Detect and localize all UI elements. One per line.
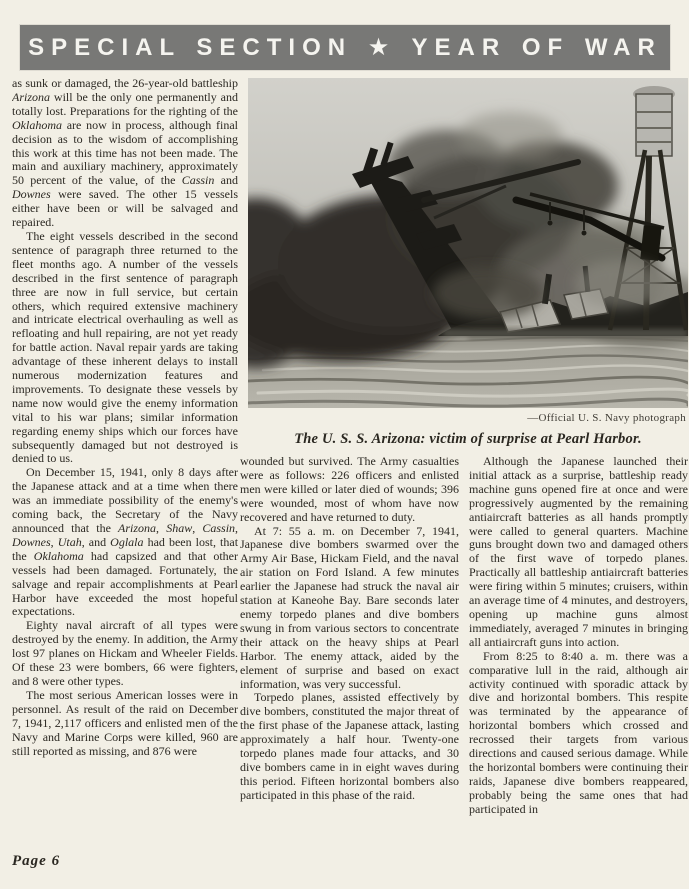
left-column [12, 77, 238, 849]
photo-caption: The U. S. S. Arizona: victim of surprise at Pearl Harbor. [294, 431, 642, 447]
right-column [469, 455, 688, 885]
paragraph: Eighty naval aircraft of all types were destroyed by the enemy. In addition, the Army lost 97 planes on Hickam and Wheeler Fields. Of these 23 were bombers, 66 were fighters, and 8 were other types. [12, 618, 238, 688]
paragraph: wounded but survived. The Army casualties were as follows: 226 officers and enlisted men were killed or later died of wounds; 396 were wounded, most of whom have now recovered and have returned to duty. [240, 455, 459, 524]
paragraph: The eight vessels described in the second sentence of paragraph three returned to the fleet months ago. A number of the vessels described in the first sentence of paragraph three are now in full service, but certain others, which required extensive machinery and intricate electrical overhauling as well as refloating and hull repairing, are not yet ready for battle action. Naval repair yards are taking advantage of these inherent delays to install numerous modernization features and improvements. To designate these vessels by name now would give the enemy information vital to his war plans; similar information regarding enemy ships which our forces have subsequently damaged but not destroyed is denied to us. [12, 228, 238, 466]
paragraph: On December 15, 1941, only 8 days after the Japanese attack and at a time when there was an immediate possibility of the enemy's coming back, the Secretary of the Navy announced that the Arizona, Shaw, Cassin, Downes, Utah, and Oglala had been lost, that the Oklahoma had capsized and that other vessels had been damaged. Fortunately, the salvage and repair accomplishments at Pearl Harbor have exceeded the most hopeful expectations. [12, 465, 238, 619]
page-number: Page 6 [12, 853, 61, 869]
lower-text-area [240, 455, 688, 885]
paragraph: Although the Japanese launched their initial attack as a surprise, battleship ready machine guns opened fire at once and were progressively augmented by the remaining antiaircraft batteries as all hands promptly were called to general quarters. Machine guns brought down two and damaged others of the first wave of torpedo planes. Practically all battleship antiaircraft batteries were firing within 5 minutes; cruisers, within an average time of 4 minutes, and destroyers, opening up machine guns almost immediately, averaged 7 minutes in bringing all antiaircraft guns into action. [469, 455, 688, 649]
photo-figure [248, 78, 688, 448]
paragraph: Torpedo planes, assisted effectively by dive bombers, constituted the major threat of the first phase of the Japanese attack, lasting approximately a half hour. Twenty-one torpedo planes made four attacks, and 30 dive bombers came in in eight waves during this period. Fifteen horizontal bombers also participated in this phase of the raid. [240, 690, 459, 802]
middle-column [240, 455, 459, 885]
paragraph: The most serious American losses were in personnel. As result of the raid on December 7, 1941, 2,117 officers and enlisted men of the Navy and Marine Corps were killed, 960 are still reported as missing, and 876 were [12, 687, 238, 758]
photo-credit: —Official U. S. Navy photograph [527, 412, 686, 424]
paragraph: At 7: 55 a. m. on December 7, 1941, Japanese dive bombers swarmed over the Army Air Base, Hickam Field, and the naval air station on Ford Island. A few minutes earlier the Japanese had struck the naval air station at Kaneohe Bay. Bare seconds later enemy torpedo planes and dive bombers swung in from various sectors to concentrate their attack on the heavy ships at Pearl Harbor. The enemy attack, aided by the element of surprise and based on exact information, was very successful. [240, 523, 459, 691]
banner-title: SPECIAL SECTION ★ YEAR OF WAR [28, 34, 662, 61]
paragraph: as sunk or damaged, the 26-year-old battleship Arizona will be the only one permanently and totally lost. Preparations for the righting of the Oklahoma are now in process, although final decision as to the wisdom of accomplishing this work at this time has not been made. The main and auxiliary machinery, approximately 50 percent of the value, of the Cassin and Downes were saved. The other 15 vessels either have been or will be salvaged and repaired. [12, 77, 238, 230]
section-banner [20, 25, 670, 70]
paragraph: From 8:25 to 8:40 a. m. there was a comparative lull in the raid, although air activity continued with sporadic attack by dive and horizontal bombers. This respite was terminated by the appearance of horizontal bombers which crossed and recrossed their targets from various directions and caused serious damage. While the horizontal bombers were continuing their raids, Japanese dive bombers reappeared, probably being the same ones that had participated in [469, 648, 688, 816]
uss-arizona-photo [248, 78, 688, 408]
